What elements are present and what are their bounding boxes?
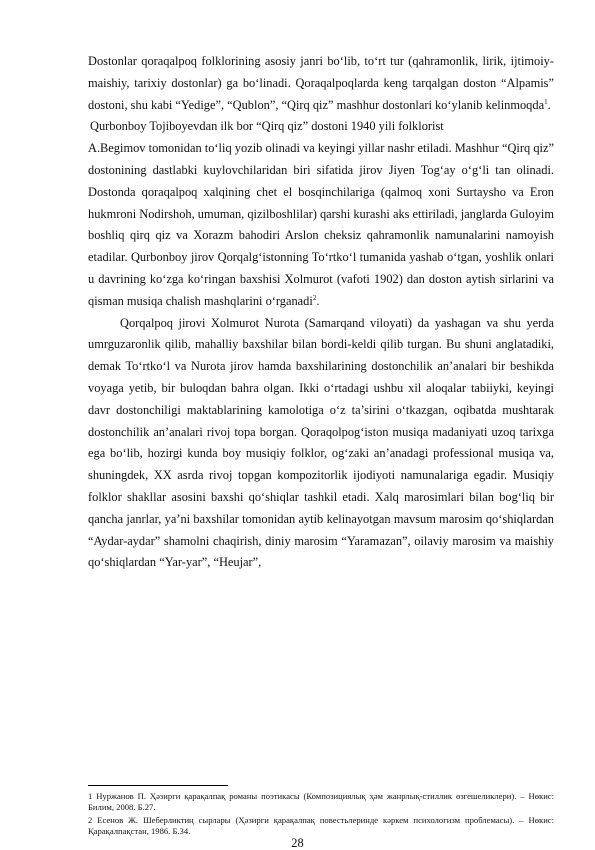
footnote-ref-2[interactable]: 2 xyxy=(312,293,317,302)
footnote-ref-1[interactable]: 1 xyxy=(544,97,548,106)
paragraph-3-end: . xyxy=(316,293,320,308)
paragraph-1-text: Dostonlar qoraqalpoq folklorining asosiy janri bo‘lib, to‘rt tur (qahramonlik, lirik, ijtimoiy-maishiy, tarixiy dostonlar) ga bo‘linadi. Qoraqalpoqlarda keng tarqalgan doston “Alpamis” dostoni, shu kabi “Yedige”, “Qublon”, “Qirq qiz” mashhur dostonlari ko‘ylanib kelinmoqda xyxy=(88,54,554,112)
paragraph-3-text: A.Begimov tomonidan to‘liq yozib olinadi va keyingi yillar nashr etiladi. Mashhur “Qirq qiz” dostonining dastlabki kuylovchilaridan biri sifatida jirov Jiyen Tog‘ay o‘g‘li tan olinadi. Dostonda qoraqalpoq xalqining chet el bosqinchilariga (qalmoq xoni Surtaysho va Eron hukmroni Nodirshoh, umuman, qizilboshlilar) qarshi kurashi aks ettiriladi, janglarda Guloyim boshliq qirq qiz va Xorazm bahodiri Arslon cheksiz qahramonlik namunalarini namoyish etadilar. Qurbonboy jirov Qorqalg‘istonning To‘rtko‘l tumanida yashab o‘tgan, yoshlik onlari u davrining ko‘zga ko‘ringan baxshisi Xolmurot (vafoti 1902) dan doston aytish sirlarini va qisman musiqa chalish mashqlarini o‘rganadi xyxy=(88,141,554,308)
paragraph-1 xyxy=(88,51,554,116)
main-text xyxy=(88,51,554,574)
footnote-divider xyxy=(88,785,228,786)
page-number: 28 xyxy=(291,836,304,850)
paragraph-3 xyxy=(88,138,554,312)
paragraph-2: Qurbonboy Tojiboyevdan ilk bor “Qirq qiz” dostoni 1940 yili folklorist xyxy=(90,119,444,134)
footnote-2: 2 Есенов Ж. Шеберликтиң сырлары (Ҳәзирги қарақалпақ повестьлеринде кәркем психологизм проблемасы). – Нөкис: Қарақалпақстан, 1986. Б.34. xyxy=(88,815,554,837)
paragraph-1-end: . xyxy=(547,97,551,112)
paragraph-4: Qorqalpoq jirovi Xolmurot Nurota (Samarqand viloyati) da yashagan va shu yerda umrguzaronlik qilib, mahalliy baxshilar bilan bordi-keldi qilib turgan. Bu shuni anglatadiki, demak To‘rtko‘l va Nurota jirov hamda baxshilarining dostonchilik an’analari bir beshikda voyaga yetib, bir buloqdan bahra olgan. Ikki o‘rtadagi ushbu xil aloqalar tabiiyki, keyingi davr dostonchiligi maktablarining kamolotiga o‘z ta’sirini o‘tkazgan, oqibatda mushtarak dostonchilik an’analari rivoj topa borgan. Qoraqolpog‘iston musiqa madaniyati uzoq tarixga ega bo‘lib, hozirgi kunda boy musiqiy folklor, og‘zaki an’anadagi professional musiqa va, shuningdek, XX asrda rivoj topgan kompozitorlik ijodiyoti namunalariga egadir. Musiqiy folklor shakllar asosini baxshi qo‘shiqlar tashkil etadi. Xalq marosimlari bilan bog‘liq bir qancha janrlar, ya’ni baxshilar tomonidan aytib kelinayotgan mavsum marosim qo‘shiqlardan “Aydar-aydar” shamolni chaqirish, diniy marosim “Yaramazan”, oilaviy marosim va maishiy qo‘shiqlardan “Yar-yar”, “Heujar”, xyxy=(88,315,554,570)
footnote-1: 1 Нуржанов П. Ҳәзирги қарақалпақ романы поэтикасы (Композициялық ҳәм жанрлық-стиллик өзгешеликлери). – Нөкис: Билим, 2008. Б.27. xyxy=(88,791,554,813)
